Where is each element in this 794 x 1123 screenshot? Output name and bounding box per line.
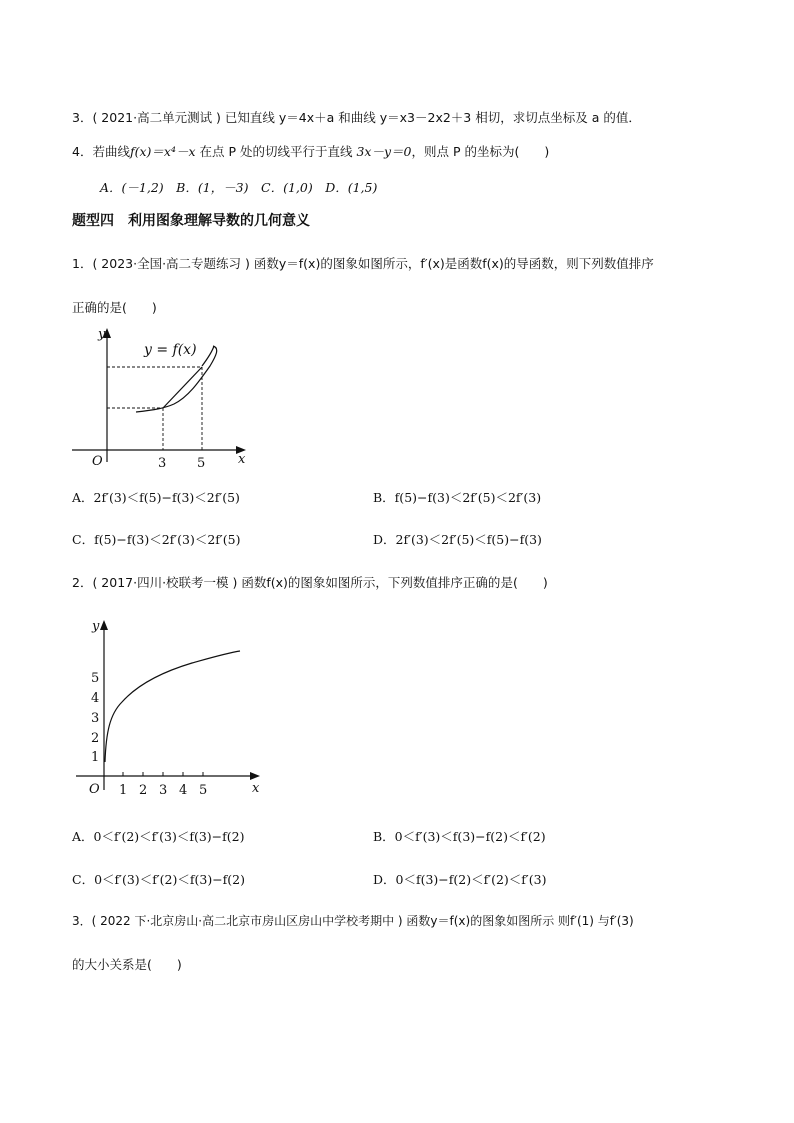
p2-ytick-4: 4	[91, 691, 100, 706]
p1-x-label: x	[238, 452, 246, 467]
p3-stem-line2: 的大小关系是( )	[72, 957, 182, 972]
p3-stem-line1: 3．( 2022 下·北京房山·高二北京市房山区房山中学校考期中 ) 函数y＝f(x)的图象如图所示 则f′(1) 与f′(3)	[72, 914, 634, 928]
p1-stem-line1: 1．( 2023·全国·高二专题练习 ) 函数y＝f(x)的图象如图所示，f′(x)是函数f(x)的导函数，则下列数值排序	[72, 256, 654, 271]
p2-xtick-3: 3	[159, 783, 168, 798]
p1-graph	[60, 320, 260, 470]
p2-opt-b: B．0＜f′(3)＜f(3)−f(2)＜f′(2)	[373, 829, 546, 844]
p2-xtick-4: 4	[179, 783, 188, 798]
p1-curve-label: y = f(x)	[144, 342, 197, 358]
q4-stem	[72, 142, 549, 160]
q4-options: A．(－1,2) B．(1，－3) C．(1,0) D．(1,5)	[100, 180, 378, 195]
q4-func: f(x)＝x⁴－x	[129, 144, 196, 159]
p2-xtick-2: 2	[139, 783, 148, 798]
p1-tick-5: 5	[197, 456, 206, 471]
section-title: 题型四 利用图象理解导数的几何意义	[72, 213, 310, 229]
q4-prefix: 4．若曲线	[72, 144, 130, 159]
p2-y-arrow	[100, 620, 108, 630]
p2-ytick-2: 2	[91, 731, 100, 746]
p2-ytick-1: 1	[91, 750, 100, 765]
q4-mid: 在点 P 处的切线平行于直线	[195, 144, 357, 159]
p2-ytick-5: 5	[91, 671, 100, 686]
p1-opt-d: D．2f′(3)＜2f′(5)＜f(5)−f(3)	[373, 532, 542, 547]
p1-origin: O	[92, 454, 103, 469]
p2-x-arrow	[250, 772, 260, 780]
p2-xtick-1: 1	[119, 783, 128, 798]
p1-stem-line2: 正确的是( )	[72, 300, 157, 315]
p1-opt-c: C．f(5)−f(3)＜2f′(3)＜2f′(5)	[72, 532, 241, 547]
p2-opt-c: C．0＜f′(3)＜f′(2)＜f(3)−f(2)	[72, 872, 245, 887]
p2-y-label: y	[92, 619, 100, 634]
p2-graph	[72, 612, 272, 797]
p1-opt-a: A．2f′(3)＜f(5)−f(3)＜2f′(5)	[72, 490, 240, 505]
q3-intro: 3．( 2021·高二单元测试 ) 已知直线 y＝4x＋a 和曲线 y＝x3－2x2＋3 相切，求切点坐标及 a 的值．	[72, 110, 641, 125]
p1-tick-3: 3	[158, 456, 167, 471]
p2-stem: 2．( 2017·四川·校联考一模 ) 函数f(x)的图象如图所示，下列数值排序正确的是( )	[72, 575, 548, 590]
p1-opt-b: B．f(5)−f(3)＜2f′(5)＜2f′(3)	[373, 490, 542, 505]
p1-y-label: y	[98, 327, 106, 342]
p2-curve	[105, 651, 240, 762]
p1-secant	[163, 367, 202, 408]
q4-suffix: ，则点 P 的坐标为( )	[411, 144, 550, 159]
p2-opt-a: A．0＜f′(2)＜f′(3)＜f(3)−f(2)	[72, 829, 245, 844]
p2-origin: O	[89, 782, 100, 797]
p2-ytick-3: 3	[91, 711, 100, 726]
q4-line-eq: 3x－y＝0	[356, 144, 412, 159]
p2-x-label: x	[252, 781, 260, 796]
p2-opt-d: D．0＜f(3)−f(2)＜f′(2)＜f′(3)	[373, 872, 547, 887]
p2-xtick-5: 5	[199, 783, 208, 798]
